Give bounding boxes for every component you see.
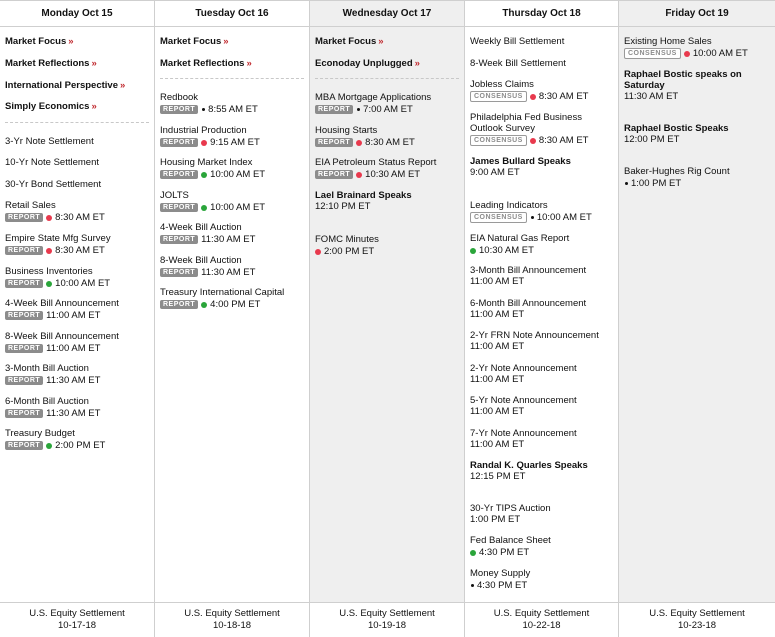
- event-item[interactable]: [160, 157, 305, 180]
- report-badge[interactable]: REPORT: [5, 279, 43, 288]
- report-badge[interactable]: REPORT: [5, 344, 43, 353]
- event-time: 1:00 PM ET: [631, 178, 682, 189]
- footer-title: U.S. Equity Settlement: [493, 608, 590, 619]
- event-item[interactable]: [5, 200, 150, 223]
- day-events: [155, 27, 309, 602]
- link-market-reflections[interactable]: Market Reflections »: [160, 58, 252, 69]
- event-title[interactable]: 3-Month Bill Announcement: [470, 265, 587, 276]
- event-item[interactable]: [470, 395, 614, 417]
- report-badge[interactable]: REPORT: [5, 409, 43, 418]
- event-title[interactable]: 6-Month Bill Auction: [5, 396, 89, 407]
- event-item[interactable]: [624, 36, 771, 59]
- event-title[interactable]: Jobless Claims: [470, 79, 534, 90]
- event-title[interactable]: Leading Indicators: [470, 200, 548, 211]
- footer-date: 10-23-18: [677, 620, 717, 631]
- event-item[interactable]: [5, 396, 150, 419]
- event-title[interactable]: 7-Yr Note Announcement: [470, 428, 577, 439]
- event-time: 10:00 AM ET: [55, 278, 111, 289]
- link-market-focus[interactable]: Market Focus »: [160, 36, 229, 47]
- event-item[interactable]: [470, 330, 614, 352]
- event-title[interactable]: Treasury International Capital: [160, 287, 285, 298]
- event-item[interactable]: [160, 255, 305, 278]
- green-dot-icon: [46, 281, 52, 287]
- event-item[interactable]: [470, 298, 614, 320]
- event-item[interactable]: [5, 136, 150, 147]
- event-title[interactable]: Raphael Bostic Speaks: [624, 123, 729, 134]
- day-footer: [465, 602, 618, 637]
- footer-date: 10-17-18: [57, 620, 97, 631]
- day-column-wednesday: [310, 1, 465, 637]
- event-item[interactable]: [5, 298, 150, 321]
- event-item[interactable]: [470, 156, 614, 178]
- event-item[interactable]: [470, 79, 614, 102]
- event-title[interactable]: 8-Week Bill Announcement: [5, 331, 119, 342]
- event-item[interactable]: [470, 200, 614, 223]
- day-events: [619, 27, 775, 602]
- event-item[interactable]: [5, 266, 150, 289]
- report-badge[interactable]: REPORT: [315, 170, 353, 179]
- event-time: 11:00 AM ET: [470, 374, 525, 385]
- green-dot-icon: [470, 248, 476, 254]
- event-time: 11:00 AM ET: [470, 309, 525, 320]
- event-time: 10:30 AM ET: [365, 169, 421, 180]
- event-title[interactable]: 8-Week Bill Settlement: [470, 58, 566, 69]
- report-badge[interactable]: REPORT: [5, 246, 43, 255]
- event-time: 11:30 AM ET: [624, 91, 679, 102]
- event-time: 10:00 AM ET: [210, 169, 266, 180]
- red-dot-icon: [46, 215, 52, 221]
- footer-date: 10-18-18: [212, 620, 252, 631]
- event-item[interactable]: [160, 125, 305, 148]
- consensus-badge[interactable]: CONSENSUS: [470, 212, 527, 223]
- event-time: 8:30 AM ET: [55, 245, 105, 256]
- report-badge[interactable]: REPORT: [160, 268, 198, 277]
- day-column-thursday: [465, 1, 619, 637]
- event-time: 10:30 AM ET: [479, 245, 534, 256]
- link-market-focus[interactable]: Market Focus »: [315, 36, 384, 47]
- event-item[interactable]: [5, 233, 150, 256]
- chevron-right-icon: »: [91, 101, 97, 112]
- event-item[interactable]: [315, 157, 460, 180]
- event-title[interactable]: 4-Week Bill Auction: [160, 222, 242, 233]
- event-title[interactable]: 8-Week Bill Auction: [160, 255, 242, 266]
- event-item[interactable]: [624, 69, 771, 102]
- event-time: 10:00 AM ET: [536, 212, 592, 223]
- day-events: [465, 27, 618, 602]
- event-item[interactable]: [315, 125, 460, 148]
- red-dot-icon: [530, 138, 536, 144]
- divider: [5, 122, 149, 123]
- event-title[interactable]: Empire State Mfg Survey: [5, 233, 111, 244]
- event-title[interactable]: 30-Yr Bond Settlement: [5, 179, 102, 190]
- red-dot-icon: [201, 140, 207, 146]
- event-title[interactable]: Treasury Budget: [5, 428, 75, 439]
- report-badge[interactable]: REPORT: [5, 376, 43, 385]
- report-badge[interactable]: REPORT: [160, 170, 198, 179]
- report-badge[interactable]: REPORT: [160, 203, 198, 212]
- event-time: 11:00 AM ET: [470, 406, 525, 417]
- event-title[interactable]: 3-Yr Note Settlement: [5, 136, 94, 147]
- event-item[interactable]: [160, 222, 305, 245]
- link-econoday-unplugged[interactable]: Econoday Unplugged »: [315, 58, 420, 69]
- bullet-icon: [531, 216, 534, 219]
- day-footer: [310, 602, 464, 637]
- event-item[interactable]: [5, 428, 150, 451]
- event-item[interactable]: [470, 503, 614, 525]
- event-title[interactable]: Raphael Bostic speaks on Saturday: [624, 69, 742, 91]
- event-title[interactable]: 6-Month Bill Announcement: [470, 298, 587, 309]
- event-item[interactable]: [5, 179, 150, 190]
- bullet-icon: [625, 182, 628, 185]
- report-badge[interactable]: REPORT: [160, 235, 198, 244]
- report-badge[interactable]: REPORT: [160, 138, 198, 147]
- day-footer: [619, 602, 775, 637]
- report-badge[interactable]: REPORT: [5, 441, 43, 450]
- red-dot-icon: [315, 249, 321, 255]
- chevron-right-icon: »: [378, 36, 384, 47]
- footer-title: U.S. Equity Settlement: [184, 608, 280, 619]
- event-title[interactable]: Money Supply: [470, 568, 531, 579]
- report-badge[interactable]: REPORT: [315, 105, 353, 114]
- consensus-badge[interactable]: CONSENSUS: [470, 91, 527, 102]
- green-dot-icon: [201, 172, 207, 178]
- event-time: 11:00 AM ET: [470, 276, 525, 287]
- event-time: 2:00 PM ET: [55, 440, 106, 451]
- chevron-right-icon: »: [223, 36, 229, 47]
- bullet-icon: [357, 108, 360, 111]
- event-item[interactable]: [470, 535, 614, 558]
- event-time: 8:30 AM ET: [365, 137, 415, 148]
- event-time: 8:30 AM ET: [55, 212, 105, 223]
- red-dot-icon: [684, 51, 690, 57]
- day-header: Friday Oct 19: [619, 1, 775, 27]
- event-time: 12:00 PM ET: [624, 134, 680, 145]
- event-item[interactable]: [470, 265, 614, 287]
- event-title[interactable]: 4-Week Bill Announcement: [5, 298, 119, 309]
- event-item[interactable]: [160, 92, 305, 115]
- footer-title: U.S. Equity Settlement: [29, 608, 125, 619]
- day-events: [0, 27, 154, 602]
- chevron-right-icon: »: [246, 58, 252, 69]
- event-item[interactable]: [470, 363, 614, 385]
- report-badge[interactable]: REPORT: [315, 138, 353, 147]
- event-time: 9:15 AM ET: [210, 137, 260, 148]
- footer-date: 10-19-18: [367, 620, 407, 631]
- event-time: 10:00 AM ET: [692, 48, 748, 59]
- event-time: 11:30 AM ET: [46, 375, 101, 386]
- event-item[interactable]: [160, 190, 305, 213]
- event-title[interactable]: Philadelphia Fed Business Outlook Survey: [470, 112, 582, 134]
- event-item[interactable]: [5, 363, 150, 386]
- event-item[interactable]: [315, 92, 460, 115]
- link-market-focus[interactable]: Market Focus »: [5, 36, 74, 47]
- event-time: 11:00 AM ET: [46, 310, 101, 321]
- event-title[interactable]: 10-Yr Note Settlement: [5, 157, 99, 168]
- footer-title: U.S. Equity Settlement: [649, 608, 745, 619]
- report-badge[interactable]: REPORT: [5, 311, 43, 320]
- event-time: 8:55 AM ET: [208, 104, 258, 115]
- event-time: 1:00 PM ET: [470, 514, 521, 525]
- event-item[interactable]: [470, 112, 614, 146]
- link-simply-economics[interactable]: Simply Economics »: [5, 101, 97, 112]
- day-events: [310, 27, 464, 602]
- day-column-friday: [619, 1, 775, 637]
- event-title[interactable]: 3-Month Bill Auction: [5, 363, 89, 374]
- green-dot-icon: [201, 302, 207, 308]
- chevron-right-icon: »: [414, 58, 420, 69]
- event-title[interactable]: EIA Petroleum Status Report: [315, 157, 437, 168]
- day-header: Wednesday Oct 17: [310, 1, 464, 27]
- event-title[interactable]: 5-Yr Note Announcement: [470, 395, 577, 406]
- day-header: Thursday Oct 18: [465, 1, 618, 27]
- bullet-icon: [471, 584, 474, 587]
- bullet-icon: [202, 108, 205, 111]
- event-title[interactable]: Industrial Production: [160, 125, 247, 136]
- day-header: Monday Oct 15: [0, 1, 154, 27]
- event-title[interactable]: Redbook: [160, 92, 199, 103]
- divider: [160, 78, 304, 79]
- report-badge[interactable]: REPORT: [5, 213, 43, 222]
- event-title[interactable]: James Bullard Speaks: [470, 156, 571, 167]
- event-item[interactable]: [5, 331, 150, 354]
- event-time: 4:30 PM ET: [479, 547, 530, 558]
- day-footer: [0, 602, 154, 637]
- consensus-badge[interactable]: CONSENSUS: [624, 48, 681, 59]
- event-title[interactable]: Baker-Hughes Rig Count: [624, 166, 730, 177]
- event-title[interactable]: Retail Sales: [5, 200, 56, 211]
- event-time: 4:30 PM ET: [477, 580, 528, 591]
- event-title[interactable]: Randal K. Quarles Speaks: [470, 460, 588, 471]
- event-item[interactable]: [315, 190, 460, 212]
- event-time: 12:10 PM ET: [315, 201, 371, 212]
- event-time: 11:00 AM ET: [470, 439, 525, 450]
- green-dot-icon: [470, 550, 476, 556]
- event-time: 11:00 AM ET: [46, 343, 101, 354]
- event-item[interactable]: [624, 166, 771, 189]
- day-column-monday: [0, 1, 155, 637]
- event-title[interactable]: FOMC Minutes: [315, 234, 379, 245]
- event-item[interactable]: [470, 568, 614, 591]
- day-header: Tuesday Oct 16: [155, 1, 309, 27]
- event-time: 11:30 AM ET: [201, 267, 256, 278]
- red-dot-icon: [530, 94, 536, 100]
- event-time: 9:00 AM ET: [470, 167, 520, 178]
- event-time: 2:00 PM ET: [324, 246, 375, 257]
- event-title[interactable]: Lael Brainard Speaks: [315, 190, 412, 201]
- event-time: 8:30 AM ET: [538, 135, 589, 146]
- event-item[interactable]: [470, 58, 614, 69]
- event-time: 4:00 PM ET: [210, 299, 261, 310]
- red-dot-icon: [356, 172, 362, 178]
- event-item[interactable]: [470, 460, 614, 482]
- event-item[interactable]: [315, 234, 460, 257]
- chevron-right-icon: »: [119, 80, 126, 91]
- event-item[interactable]: [470, 428, 614, 450]
- event-title[interactable]: Existing Home Sales: [624, 36, 712, 47]
- event-item[interactable]: [624, 123, 771, 145]
- report-badge[interactable]: REPORT: [160, 105, 198, 114]
- consensus-badge[interactable]: CONSENSUS: [470, 135, 527, 146]
- event-item[interactable]: [5, 157, 150, 168]
- day-footer: [155, 602, 309, 637]
- green-dot-icon: [201, 205, 207, 211]
- link-market-reflections[interactable]: Market Reflections »: [5, 58, 97, 69]
- event-item[interactable]: [470, 36, 614, 47]
- event-title[interactable]: Housing Market Index: [160, 157, 253, 168]
- chevron-right-icon: »: [68, 36, 74, 47]
- red-dot-icon: [46, 248, 52, 254]
- divider: [315, 78, 459, 79]
- red-dot-icon: [356, 140, 362, 146]
- event-title[interactable]: 2-Yr FRN Note Announcement: [470, 330, 599, 341]
- green-dot-icon: [46, 443, 52, 449]
- event-time: 11:30 AM ET: [46, 408, 101, 419]
- event-item[interactable]: [160, 287, 305, 310]
- day-column-tuesday: [155, 1, 310, 637]
- chevron-right-icon: »: [91, 58, 97, 69]
- event-title[interactable]: 30-Yr TIPS Auction: [470, 503, 551, 514]
- footer-title: U.S. Equity Settlement: [339, 608, 435, 619]
- event-title[interactable]: JOLTS: [160, 190, 189, 201]
- event-title[interactable]: Business Inventories: [5, 266, 93, 277]
- event-time: 12:15 PM ET: [470, 471, 526, 482]
- event-title[interactable]: EIA Natural Gas Report: [470, 233, 570, 244]
- event-title[interactable]: Housing Starts: [315, 125, 378, 136]
- event-title[interactable]: 2-Yr Note Announcement: [470, 363, 577, 374]
- event-title[interactable]: Fed Balance Sheet: [470, 535, 551, 546]
- link-international-perspective[interactable]: International Perspective »: [5, 80, 126, 91]
- footer-date: 10-22-18: [522, 620, 561, 631]
- event-time: 8:30 AM ET: [538, 91, 589, 102]
- event-time: 7:00 AM ET: [363, 104, 413, 115]
- report-badge[interactable]: REPORT: [160, 300, 198, 309]
- event-time: 11:30 AM ET: [201, 234, 256, 245]
- event-item[interactable]: [470, 233, 614, 256]
- event-time: 11:00 AM ET: [470, 341, 525, 352]
- event-title[interactable]: MBA Mortgage Applications: [315, 92, 432, 103]
- event-time: 10:00 AM ET: [210, 202, 266, 213]
- event-title[interactable]: Weekly Bill Settlement: [470, 36, 565, 47]
